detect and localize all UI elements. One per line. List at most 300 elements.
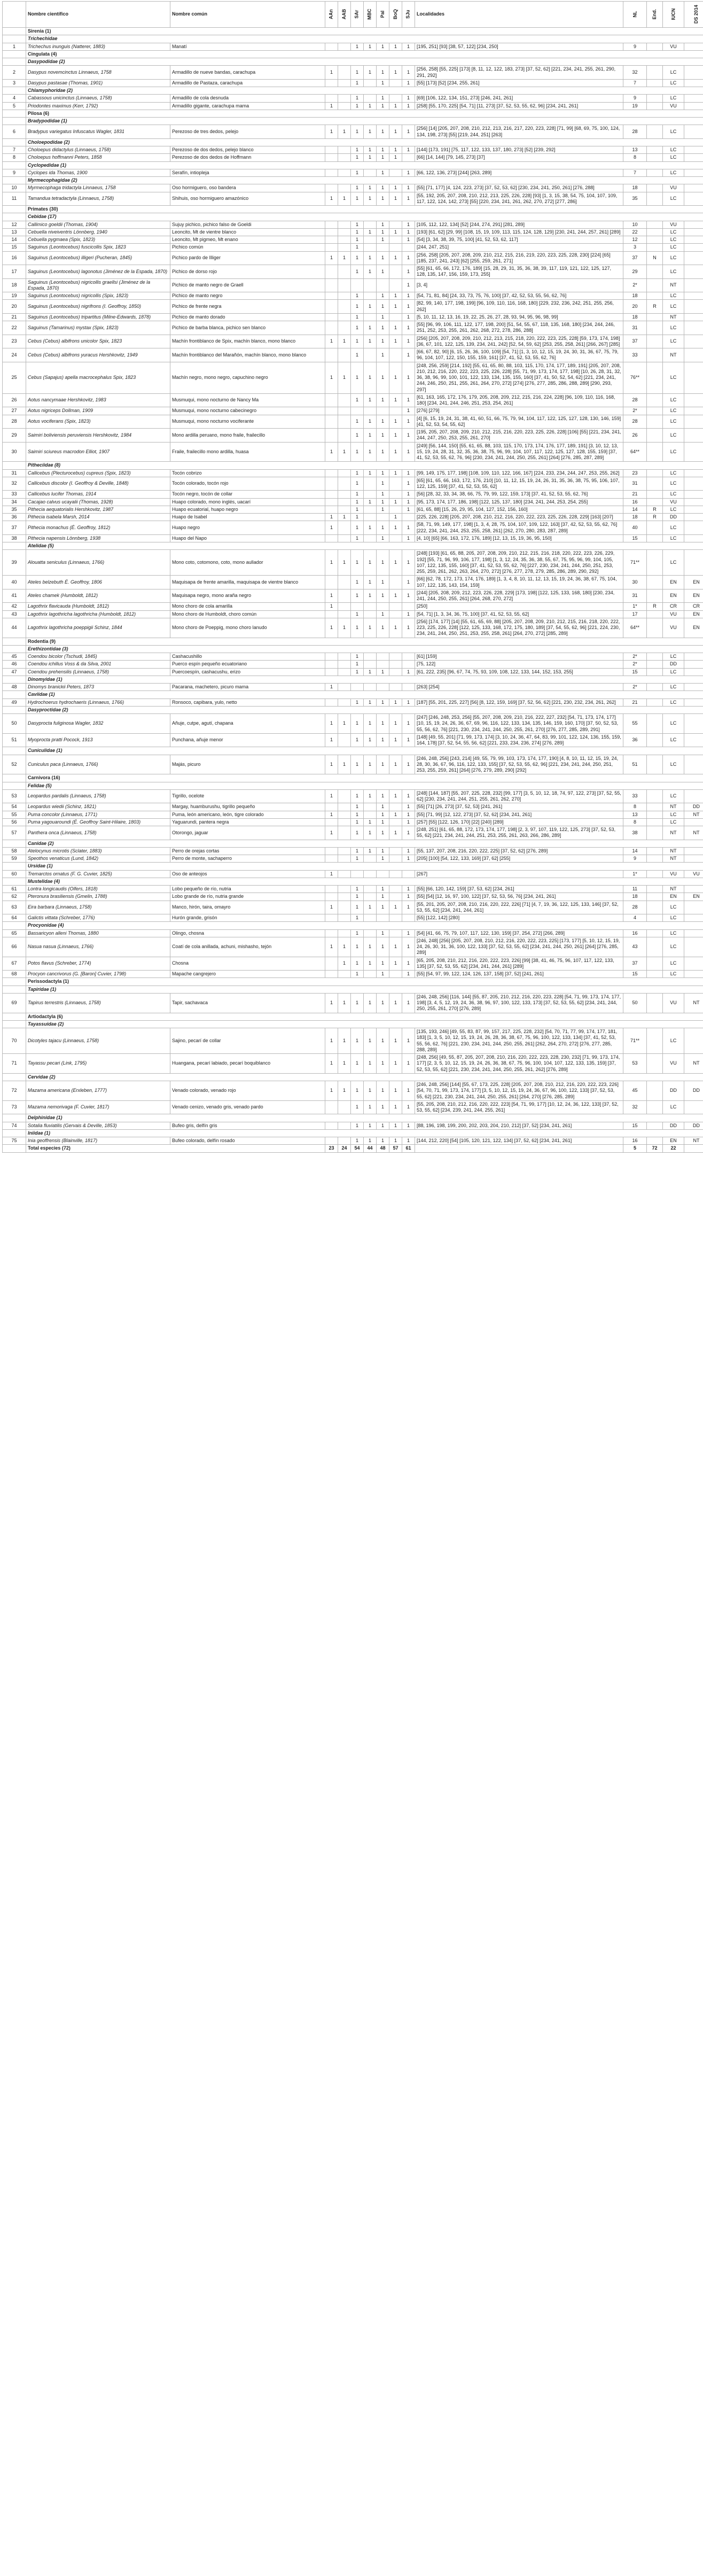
presence-sju: 1 bbox=[402, 1081, 415, 1101]
scientific-name: Lagothrix lagothricha poeppigii Schinz, 1844 bbox=[26, 618, 170, 638]
table-row bbox=[3, 589, 703, 603]
localities: [82, 99, 140, 177, 198, 199] [96, 109, 110, 116, 168, 180] [229, 232, 236, 242, 251, 255, 256, 262] bbox=[415, 300, 623, 314]
presence-mbc bbox=[364, 407, 377, 415]
iucn-status: DD bbox=[663, 661, 684, 668]
localities: [148] [49, 55, 201] [71, 99, 173, 174] [3, 10, 24, 36, 47, 64, 83, 99, 101, 122, 124, 136, 155, 159, 164, 178] [37, 52, 54, 55, 56, 62] [221, 233, 234, 236, 274] [276, 289] bbox=[415, 733, 623, 747]
order-row bbox=[3, 638, 703, 645]
locality-count: 32 bbox=[623, 1100, 647, 1114]
presence-pai: 1 bbox=[377, 937, 389, 957]
locality-count: 71** bbox=[623, 550, 647, 576]
endemic-status bbox=[647, 469, 663, 477]
table-row bbox=[3, 321, 703, 335]
presence-pai: 1 bbox=[377, 154, 389, 161]
presence-aan: 1 bbox=[325, 684, 338, 691]
ds-2014-status bbox=[684, 66, 703, 80]
scientific-name: Saguinus (Leontocebus) nigricollis (Spix, 1823) bbox=[26, 292, 170, 300]
locality-count: 15 bbox=[623, 971, 647, 978]
presence-aan: 1 bbox=[325, 442, 338, 462]
common-name: Pichico común bbox=[170, 244, 325, 251]
table-row bbox=[3, 146, 703, 154]
endemic-status bbox=[647, 244, 663, 251]
scientific-name: Pteronura brasiliensis (Gmelin, 1788) bbox=[26, 893, 170, 901]
presence-aab bbox=[338, 1122, 351, 1129]
species-number: 31 bbox=[3, 469, 26, 477]
localities: [257] [55] [122, 126, 170] [22] [240] [289] bbox=[415, 818, 623, 826]
table-row bbox=[3, 886, 703, 893]
endemic-status bbox=[647, 95, 663, 102]
presence-mbc: 1 bbox=[364, 1122, 377, 1129]
locality-count: 9 bbox=[623, 855, 647, 863]
presence-boq: 1 bbox=[389, 66, 402, 80]
header-aab: AAB bbox=[338, 2, 351, 28]
table-row bbox=[3, 192, 703, 206]
presence-aan: 1 bbox=[325, 618, 338, 638]
ds-2014-status bbox=[684, 292, 703, 300]
ds-2014-status bbox=[684, 236, 703, 244]
presence-sju: 1 bbox=[402, 803, 415, 811]
presence-sar: 1 bbox=[351, 66, 364, 80]
presence-sju: 1 bbox=[402, 855, 415, 863]
species-number: 43 bbox=[3, 610, 26, 618]
presence-mbc bbox=[364, 313, 377, 321]
presence-pai: 1 bbox=[377, 498, 389, 506]
presence-boq bbox=[389, 929, 402, 937]
presence-boq bbox=[389, 265, 402, 279]
endemic-status: N bbox=[647, 251, 663, 265]
iucn-status: LC bbox=[663, 653, 684, 661]
presence-mbc: 1 bbox=[364, 125, 377, 139]
presence-aab bbox=[338, 43, 351, 50]
iucn-status: VU bbox=[663, 102, 684, 110]
presence-mbc bbox=[364, 506, 377, 513]
presence-sju: 1 bbox=[402, 125, 415, 139]
endemic-status bbox=[647, 818, 663, 826]
presence-boq bbox=[389, 653, 402, 661]
ds-2014-status bbox=[684, 661, 703, 668]
common-name: Machín negro, mono negro, capuchino negro bbox=[170, 362, 325, 393]
scientific-name: Potos flavus (Schreber, 1774) bbox=[26, 957, 170, 971]
presence-aan bbox=[325, 818, 338, 826]
scientific-name: Choloepus didactylus (Linnaeus, 1758) bbox=[26, 146, 170, 154]
scientific-name: Cebus (Cebus) albifrons unicolor Spix, 1823 bbox=[26, 335, 170, 348]
presence-aab bbox=[338, 415, 351, 429]
table-row bbox=[3, 893, 703, 901]
common-name: Musmuqui, mono nocturno vociferante bbox=[170, 415, 325, 429]
presence-boq bbox=[389, 221, 402, 228]
presence-aan: 1 bbox=[325, 102, 338, 110]
endemic-status bbox=[647, 415, 663, 429]
row-num-cell bbox=[3, 58, 26, 66]
locality-count: 53 bbox=[623, 1054, 647, 1074]
presence-boq bbox=[389, 278, 402, 292]
presence-sar bbox=[351, 407, 364, 415]
ds-2014-status bbox=[684, 491, 703, 498]
presence-aan: 1 bbox=[325, 550, 338, 576]
family-row bbox=[3, 177, 703, 184]
species-number: 32 bbox=[3, 477, 26, 491]
presence-sar: 1 bbox=[351, 668, 364, 676]
presence-pai: 1 bbox=[377, 506, 389, 513]
endemic-status bbox=[647, 221, 663, 228]
iucn-status: DD bbox=[663, 514, 684, 521]
table-row bbox=[3, 429, 703, 443]
presence-pai: 1 bbox=[377, 429, 389, 443]
common-name: Chosna bbox=[170, 957, 325, 971]
row-num-cell bbox=[3, 638, 26, 645]
species-number: 18 bbox=[3, 278, 26, 292]
presence-boq: 1 bbox=[389, 1137, 402, 1145]
table-row bbox=[3, 1100, 703, 1114]
endemic-status bbox=[647, 278, 663, 292]
presence-pai: 1 bbox=[377, 313, 389, 321]
family-name: Cuniculidae (1) bbox=[26, 747, 703, 755]
family-name: Caviidae (1) bbox=[26, 691, 703, 699]
localities: [247] [246, 248, 253, 256] [55, 207, 208, 209, 210, 216, 222, 227, 232] [54, 71, 173, 174, 177] [10, 15, 19, 24, 26, 36, 67, 69, 96, 116, 122, 133, 134, 135, 146, 159, 160, 170] [37, 50, 52, 53, 55, 56, 62, 76] [221, 230, 234, 241, 244, 250, 255, 261, 270] [276, 277, 285, 289, 291] bbox=[415, 714, 623, 734]
family-row bbox=[3, 462, 703, 469]
presence-mbc: 1 bbox=[364, 184, 377, 192]
presence-sar: 1 bbox=[351, 733, 364, 747]
presence-sju: 1 bbox=[402, 1100, 415, 1114]
presence-aab bbox=[338, 870, 351, 878]
presence-mbc: 1 bbox=[364, 228, 377, 236]
species-number: 33 bbox=[3, 491, 26, 498]
presence-sar: 1 bbox=[351, 251, 364, 265]
species-number: 12 bbox=[3, 221, 26, 228]
locality-count: 35 bbox=[623, 192, 647, 206]
presence-sju: 1 bbox=[402, 1054, 415, 1074]
iucn-status: DD bbox=[663, 1122, 684, 1129]
localities: [248] [193] [61, 65, 88, 205, 207, 208, 209, 210, 212, 215, 216, 218, 220, 222, 223, 226, 229, 192] [55, 71, 96, 99, 106, 177, 198] [1, 3, 12, 24, 35, 36, 38, 55, 67, 75, 95, 96, 99, 104, 105, 107, 122, 135, 155, 160] [37, 41, 52, 53, 55, 62, 76] [227, 230, 234, 241, 244, 250, 251, 253, 255, 259, 261, 262, 263, 264, 270, 272] [276, 277, 278, 279, 285, 286, 289, 290, 292] bbox=[415, 550, 623, 576]
row-num-cell bbox=[3, 840, 26, 847]
table-row bbox=[3, 714, 703, 734]
presence-sju: 1 bbox=[402, 321, 415, 335]
species-number: 13 bbox=[3, 228, 26, 236]
table-row bbox=[3, 521, 703, 535]
presence-aab: 1 bbox=[338, 618, 351, 638]
endemic-status bbox=[647, 348, 663, 362]
presence-mbc bbox=[364, 603, 377, 610]
localities: [144] [173, 191] [75, 117, 122, 133, 137, 180, 273] [52] [239, 292] bbox=[415, 146, 623, 154]
endemic-status bbox=[647, 855, 663, 863]
endemic-status bbox=[647, 192, 663, 206]
presence-boq: 1 bbox=[389, 469, 402, 477]
presence-aab bbox=[338, 803, 351, 811]
family-row bbox=[3, 1073, 703, 1081]
endemic-status bbox=[647, 154, 663, 161]
localities: [244] [205, 208, 209, 212, 223, 226, 228, 229] [173, 198] [122, 125, 133, 168, 180] [230, 234, 241, 244, 250, 255, 261] [264, 268, 270, 272] bbox=[415, 589, 623, 603]
species-number: 47 bbox=[3, 668, 26, 676]
presence-aan: 1 bbox=[325, 125, 338, 139]
order-name: Cingulata (4) bbox=[26, 50, 703, 58]
endemic-status bbox=[647, 576, 663, 589]
common-name: Machín frontiblanco de Spix, machín blanco, mono blanco bbox=[170, 335, 325, 348]
localities: [58, 71, 99, 149, 177, 198] [1, 3, 4, 28, 75, 104, 107, 109, 122, 163] [37, 42, 52, 53, 55, 62, 76] [222, 234, 241, 244, 253, 255, 258, 261] [262, 270, 280, 283, 287, 289] bbox=[415, 521, 623, 535]
presence-aan bbox=[325, 653, 338, 661]
presence-sar: 1 bbox=[351, 893, 364, 901]
ds-2014-status: NT bbox=[684, 826, 703, 840]
endemic-status bbox=[647, 313, 663, 321]
locality-count: 2* bbox=[623, 653, 647, 661]
species-number: 67 bbox=[3, 957, 26, 971]
endemic-status bbox=[647, 957, 663, 971]
iucn-status: NT bbox=[663, 348, 684, 362]
presence-pai: 1 bbox=[377, 236, 389, 244]
scientific-name: Dicotyles tajacu (Linnaeus, 1758) bbox=[26, 1028, 170, 1054]
ds-2014-status bbox=[684, 733, 703, 747]
endemic-status bbox=[647, 429, 663, 443]
presence-mbc: 1 bbox=[364, 43, 377, 50]
presence-sju: 1 bbox=[402, 184, 415, 192]
presence-aab bbox=[338, 278, 351, 292]
locality-count: 9 bbox=[623, 43, 647, 50]
presence-aab: 1 bbox=[338, 362, 351, 393]
locality-count: 16 bbox=[623, 1137, 647, 1145]
table-row bbox=[3, 957, 703, 971]
presence-pai: 1 bbox=[377, 125, 389, 139]
presence-aan: 1 bbox=[325, 993, 338, 1013]
presence-sju bbox=[402, 154, 415, 161]
header-localities: Localidades bbox=[415, 2, 623, 28]
presence-boq: 1 bbox=[389, 514, 402, 521]
family-row bbox=[3, 878, 703, 885]
localities: [69] [106, 122, 134, 151, 273] [246, 241, 261] bbox=[415, 95, 623, 102]
endemic-status bbox=[647, 292, 663, 300]
presence-mbc: 1 bbox=[364, 251, 377, 265]
presence-sar: 1 bbox=[351, 514, 364, 521]
presence-sar: 1 bbox=[351, 971, 364, 978]
table-row bbox=[3, 550, 703, 576]
iucn-status: EN bbox=[663, 576, 684, 589]
family-row bbox=[3, 35, 703, 43]
presence-aan bbox=[325, 415, 338, 429]
common-name: Serafín, intiopleja bbox=[170, 169, 325, 176]
species-number: 42 bbox=[3, 603, 26, 610]
presence-boq: 1 bbox=[389, 184, 402, 192]
table-row bbox=[3, 393, 703, 407]
presence-aab bbox=[338, 668, 351, 676]
iucn-status: NT bbox=[663, 803, 684, 811]
species-number: 19 bbox=[3, 292, 26, 300]
presence-sar bbox=[351, 278, 364, 292]
species-number: 17 bbox=[3, 265, 26, 279]
presence-sar: 1 bbox=[351, 957, 364, 971]
ds-2014-status bbox=[684, 362, 703, 393]
family-row bbox=[3, 118, 703, 125]
presence-aan: 1 bbox=[325, 1081, 338, 1101]
species-number: 75 bbox=[3, 1137, 26, 1145]
presence-pai bbox=[377, 653, 389, 661]
scientific-name: Cebus (Cebus) albifrons yuracus Hershkovitz, 1949 bbox=[26, 348, 170, 362]
presence-pai: 1 bbox=[377, 1081, 389, 1101]
presence-sar: 1 bbox=[351, 1054, 364, 1074]
common-name: Bufeo colorado, delfín rosado bbox=[170, 1137, 325, 1145]
species-number: 1 bbox=[3, 43, 26, 50]
common-name: Puma, león americano, león, tigre colorado bbox=[170, 811, 325, 818]
localities: [65, 205, 208, 210, 212, 216, 220, 222, 223, 226] [99] [38, 41, 46, 75, 96, 107, 117, 122, 133, 135] [37, 52, 53, 55, 62] [234, 241, 244, 261] [289] bbox=[415, 957, 623, 971]
presence-aan bbox=[325, 292, 338, 300]
header-sju: SJu bbox=[402, 2, 415, 28]
table-row bbox=[3, 348, 703, 362]
ds-2014-status bbox=[684, 442, 703, 462]
scientific-name: Pithecia napensis Lönnberg, 1938 bbox=[26, 534, 170, 542]
presence-aab bbox=[338, 469, 351, 477]
presence-sju: 1 bbox=[402, 407, 415, 415]
presence-mbc: 1 bbox=[364, 362, 377, 393]
presence-aan: 1 bbox=[325, 66, 338, 80]
presence-mbc: 1 bbox=[364, 146, 377, 154]
presence-boq: 1 bbox=[389, 43, 402, 50]
presence-sar: 1 bbox=[351, 43, 364, 50]
ds-2014-status: DD bbox=[684, 1081, 703, 1101]
species-number: 28 bbox=[3, 415, 26, 429]
presence-aan: 1 bbox=[325, 521, 338, 535]
common-name: Shihuis, oso hormiguero amazónico bbox=[170, 192, 325, 206]
presence-boq: 1 bbox=[389, 292, 402, 300]
common-name: Huapo del Napo bbox=[170, 534, 325, 542]
presence-boq: 1 bbox=[389, 300, 402, 314]
locality-count: 10 bbox=[623, 221, 647, 228]
presence-pai: 1 bbox=[377, 335, 389, 348]
table-row bbox=[3, 603, 703, 610]
locality-count: 33 bbox=[623, 348, 647, 362]
ds-2014-status bbox=[684, 477, 703, 491]
table-row bbox=[3, 618, 703, 638]
common-name: Tigrillo, ocelote bbox=[170, 789, 325, 803]
ds-2014-status: NT bbox=[684, 811, 703, 818]
presence-mbc: 1 bbox=[364, 429, 377, 443]
species-number: 55 bbox=[3, 811, 26, 818]
common-name: Musmuqui, mono nocturno cabecinegro bbox=[170, 407, 325, 415]
header-mbc: MBC bbox=[364, 2, 377, 28]
presence-pai: 1 bbox=[377, 929, 389, 937]
iucn-status: LC bbox=[663, 335, 684, 348]
localities: [248, 256] [49, 55, 87, 205, 207, 208, 210, 216, 220, 222, 223, 228, 230, 232] [71, 99, 173, 174, 177] [2, 3, 5, 10, 12, 15, 19, 24, 26, 36, 38, 67, 75, 96, 100, 104, 107, 122, 133, 135, 159] [37, 52, 53, 55, 62] [221, 230, 234, 241, 244, 250, 255, 261, 262] [276, 289] bbox=[415, 1054, 623, 1074]
presence-pai: 1 bbox=[377, 491, 389, 498]
localities: [54] [41, 66, 75, 79, 107, 117, 122, 130, 159] [37, 254, 272] [266, 289] bbox=[415, 929, 623, 937]
common-name: Huapo ecuatorial, huapo negro bbox=[170, 506, 325, 513]
scientific-name: Cebuella niveiventris Lönnberg, 1940 bbox=[26, 228, 170, 236]
scientific-name: Callimico goeldii (Thomas, 1904) bbox=[26, 221, 170, 228]
common-name: Perro de monte, sachaperro bbox=[170, 855, 325, 863]
species-number: 15 bbox=[3, 244, 26, 251]
endemic-status bbox=[647, 321, 663, 335]
species-number: 44 bbox=[3, 618, 26, 638]
species-number: 62 bbox=[3, 893, 26, 901]
localities: [95, 173, 174, 177, 186, 198] [122, 125, 137, 180] [234, 241, 244, 253, 254, 255] bbox=[415, 498, 623, 506]
presence-boq: 1 bbox=[389, 1100, 402, 1114]
ds-2014-status bbox=[684, 348, 703, 362]
scientific-name: Coendou bicolor (Tschudi, 1845) bbox=[26, 653, 170, 661]
ds-2014-status bbox=[684, 300, 703, 314]
row-num-cell bbox=[3, 747, 26, 755]
ds-2014-status: EN bbox=[684, 618, 703, 638]
presence-mbc: 1 bbox=[364, 550, 377, 576]
presence-sar: 1 bbox=[351, 192, 364, 206]
species-number: 71 bbox=[3, 1054, 26, 1074]
localities: [66] [62, 78, 172, 173, 174, 176, 189] [1, 3, 4, 8, 10, 11, 12, 13, 15, 19, 24, 36, 38, 67, 75, 104, 107, 122, 135, 143, 154, 159] bbox=[415, 576, 623, 589]
species-number: 16 bbox=[3, 251, 26, 265]
locality-count: 37 bbox=[623, 957, 647, 971]
species-number: 40 bbox=[3, 576, 26, 589]
ds-2014-status bbox=[684, 847, 703, 855]
common-name: Armadillo de nueve bandas, carachupa bbox=[170, 66, 325, 80]
order-name: Pilosa (6) bbox=[26, 110, 703, 117]
table-row bbox=[3, 901, 703, 914]
presence-pai: 1 bbox=[377, 43, 389, 50]
presence-sju: 1 bbox=[402, 313, 415, 321]
species-number: 61 bbox=[3, 886, 26, 893]
presence-boq: 1 bbox=[389, 146, 402, 154]
row-num-cell bbox=[3, 177, 26, 184]
header-iucn: IUCN bbox=[663, 2, 684, 28]
species-number: 48 bbox=[3, 684, 26, 691]
scientific-name: Bradypus variegatus Infuscatus Wagler, 1831 bbox=[26, 125, 170, 139]
localities: [55, 201, 205, 207, 208, 210, 216, 220, 222, 226] [71] [4, 7, 19, 36, 122, 125, 133, 146] [37, 52, 53, 55, 62] [234, 241, 244, 261] bbox=[415, 901, 623, 914]
presence-boq: 1 bbox=[389, 993, 402, 1013]
localities: [250] bbox=[415, 603, 623, 610]
presence-aab bbox=[338, 228, 351, 236]
locality-count: 7 bbox=[623, 169, 647, 176]
presence-sju bbox=[402, 661, 415, 668]
table-row bbox=[3, 971, 703, 978]
presence-sju: 1 bbox=[402, 498, 415, 506]
family-row bbox=[3, 691, 703, 699]
locality-count: 8 bbox=[623, 818, 647, 826]
row-num-cell bbox=[3, 986, 26, 993]
presence-mbc: 1 bbox=[364, 755, 377, 774]
endemic-status bbox=[647, 102, 663, 110]
ds-2014-status bbox=[684, 265, 703, 279]
presence-boq: 1 bbox=[389, 789, 402, 803]
presence-boq: 1 bbox=[389, 1122, 402, 1129]
presence-aan bbox=[325, 236, 338, 244]
presence-mbc bbox=[364, 95, 377, 102]
table-row bbox=[3, 699, 703, 706]
iucn-status: LC bbox=[663, 929, 684, 937]
presence-mbc: 1 bbox=[364, 937, 377, 957]
table-row bbox=[3, 491, 703, 498]
scientific-name: Saguinus (Leontocebus) fuscicollis Spix, 1823 bbox=[26, 244, 170, 251]
ds-2014-status bbox=[684, 914, 703, 922]
scientific-name: Myrmecophaga tridactyla Linnaeus, 1758 bbox=[26, 184, 170, 192]
presence-mbc: 1 bbox=[364, 733, 377, 747]
presence-aan bbox=[325, 278, 338, 292]
presence-sju: 1 bbox=[402, 169, 415, 176]
common-name: Pichico pardo de Illiger bbox=[170, 251, 325, 265]
order-row bbox=[3, 206, 703, 213]
family-name: Cebidae (17) bbox=[26, 213, 703, 221]
presence-sju: 1 bbox=[402, 292, 415, 300]
presence-aan bbox=[325, 407, 338, 415]
presence-sju: 1 bbox=[402, 901, 415, 914]
ds-2014-status bbox=[684, 653, 703, 661]
presence-aab: 1 bbox=[338, 335, 351, 348]
presence-pai: 1 bbox=[377, 221, 389, 228]
presence-aan bbox=[325, 244, 338, 251]
localities: [61, 65, 88] [15, 26, 29, 95, 104, 127, 152, 156, 160] bbox=[415, 506, 623, 513]
presence-sar: 1 bbox=[351, 236, 364, 244]
ds-2014-status bbox=[684, 321, 703, 335]
presence-aan: 1 bbox=[325, 1028, 338, 1054]
scientific-name: Callicebus discolor (I. Geoffroy & Deville, 1848) bbox=[26, 477, 170, 491]
presence-aab bbox=[338, 699, 351, 706]
presence-sar: 1 bbox=[351, 1028, 364, 1054]
table-row bbox=[3, 95, 703, 102]
presence-aan: 1 bbox=[325, 789, 338, 803]
presence-mbc: 1 bbox=[364, 102, 377, 110]
presence-sar: 1 bbox=[351, 292, 364, 300]
common-name: Mapache cangrejero bbox=[170, 971, 325, 978]
